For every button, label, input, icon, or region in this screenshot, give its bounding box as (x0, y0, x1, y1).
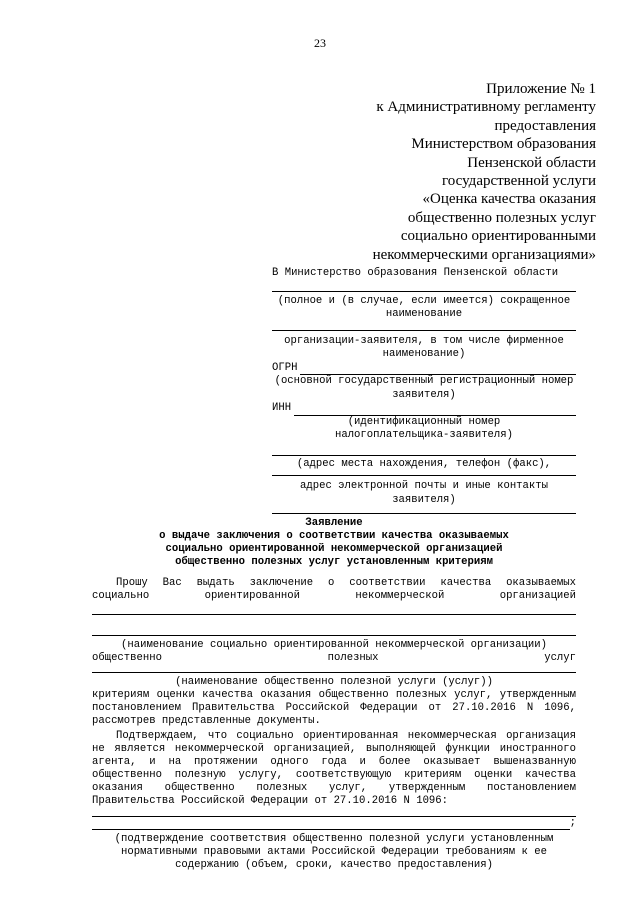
contacts-line (272, 471, 576, 476)
ogrn-line (300, 365, 576, 375)
title-line: социально ориентированной некоммерческой организацией (165, 543, 503, 555)
appendix-line: Министерством образования (411, 136, 596, 153)
location-line (272, 443, 576, 456)
inn-line (294, 406, 576, 416)
criteria-paragraph: критериям оценки качества оказания общественно полезных услуг, утвержденным постановлением Правительства Российской Федерации от 27.10.2016 N 1096, рассмотрев представленные документы. (92, 689, 576, 727)
location-caption: (адрес места нахождения, телефон (факс), (296, 457, 552, 470)
appendix-header (296, 80, 596, 264)
semicolon: ; (569, 817, 576, 829)
appendix-line: предоставления (494, 117, 596, 134)
org-name-fill-line-2 (92, 615, 576, 636)
inn-row (272, 402, 576, 416)
inn-caption: (идентификационный номер налогоплательщика-заявителя) (334, 415, 513, 441)
addressee-to: В Министерство образования Пензенской области (272, 267, 559, 279)
confirm-caption: (подтверждение соответствия общественно полезной услуги установленным нормативными правовыми актами Российской Федерации требованиям к ее содержанию (объем, сроки, качество предоставления) (114, 833, 554, 871)
request-line-2: социально ориентированной некоммерческой организацией (92, 590, 576, 602)
title-line: общественно полезных услуг установленным критериям (175, 556, 493, 568)
application-body (92, 577, 576, 872)
org-caption-1: (полное и (в случае, если имеется) сокращенное наименование (277, 294, 571, 320)
inn-label: ИНН (272, 402, 292, 414)
org-name-caption: (наименование социально ориентированной некоммерческой организации) (121, 639, 547, 651)
title-heading: Заявление (305, 517, 363, 529)
service-name-caption: (наименование общественно полезной услуги (услуг)) (175, 676, 493, 688)
appendix-line: некоммерческими организациями» (372, 246, 596, 263)
appendix-line: государственной услуги (442, 173, 596, 190)
services-line: общественно полезных услуг (92, 652, 576, 664)
appendix-line: социально ориентированными (400, 228, 596, 245)
contacts-line-2 (272, 507, 576, 514)
org-name-line (272, 281, 576, 292)
appendix-line: Пензенской области (467, 154, 596, 171)
ogrn-caption: (основной государственный регистрационный номер заявителя) (274, 375, 574, 401)
appendix-line: «Оценка качества оказания (422, 191, 596, 208)
appendix-line: к Административному регламенту (376, 99, 596, 116)
appendix-line: общественно полезных услуг (407, 209, 596, 226)
ogrn-row (272, 362, 576, 376)
org-name-fill-line (92, 603, 576, 615)
contacts-caption: адрес электронной почты и иные контакты заявителя) (300, 480, 548, 506)
confirm-fill-row (92, 817, 576, 830)
org-name-line-2 (272, 322, 576, 331)
page-number: 23 (314, 36, 326, 50)
request-line-1: Прошу Вас выдать заключение о соответствии качества оказываемых (116, 577, 576, 589)
confirm-fill-line-2 (92, 817, 570, 830)
confirm-fill-line (92, 808, 576, 817)
confirm-paragraph: Подтверждаем, что социально ориентированная некоммерческая организация не является некоммерческой организацией, выполняющей функции иностранного агента, и на протяжении одного года и более оказывает вышеназванную общественно полезную услугу, соответствующую критериям оценки качества оказания общественно полезных услуг, утвержденным постановлением Правительства Российской Федерации от 27.10.2016 N 1096: (92, 730, 576, 807)
service-name-fill-line (92, 665, 576, 673)
org-caption-2: организации-заявителя, в том числе фирменное наименование) (284, 334, 564, 360)
application-title (92, 517, 576, 569)
appendix-line: Приложение № 1 (486, 81, 596, 97)
title-line: о выдаче заключения о соответствии качества оказываемых (159, 530, 509, 542)
addressee-block (272, 267, 576, 514)
ogrn-label: ОГРН (272, 361, 298, 374)
